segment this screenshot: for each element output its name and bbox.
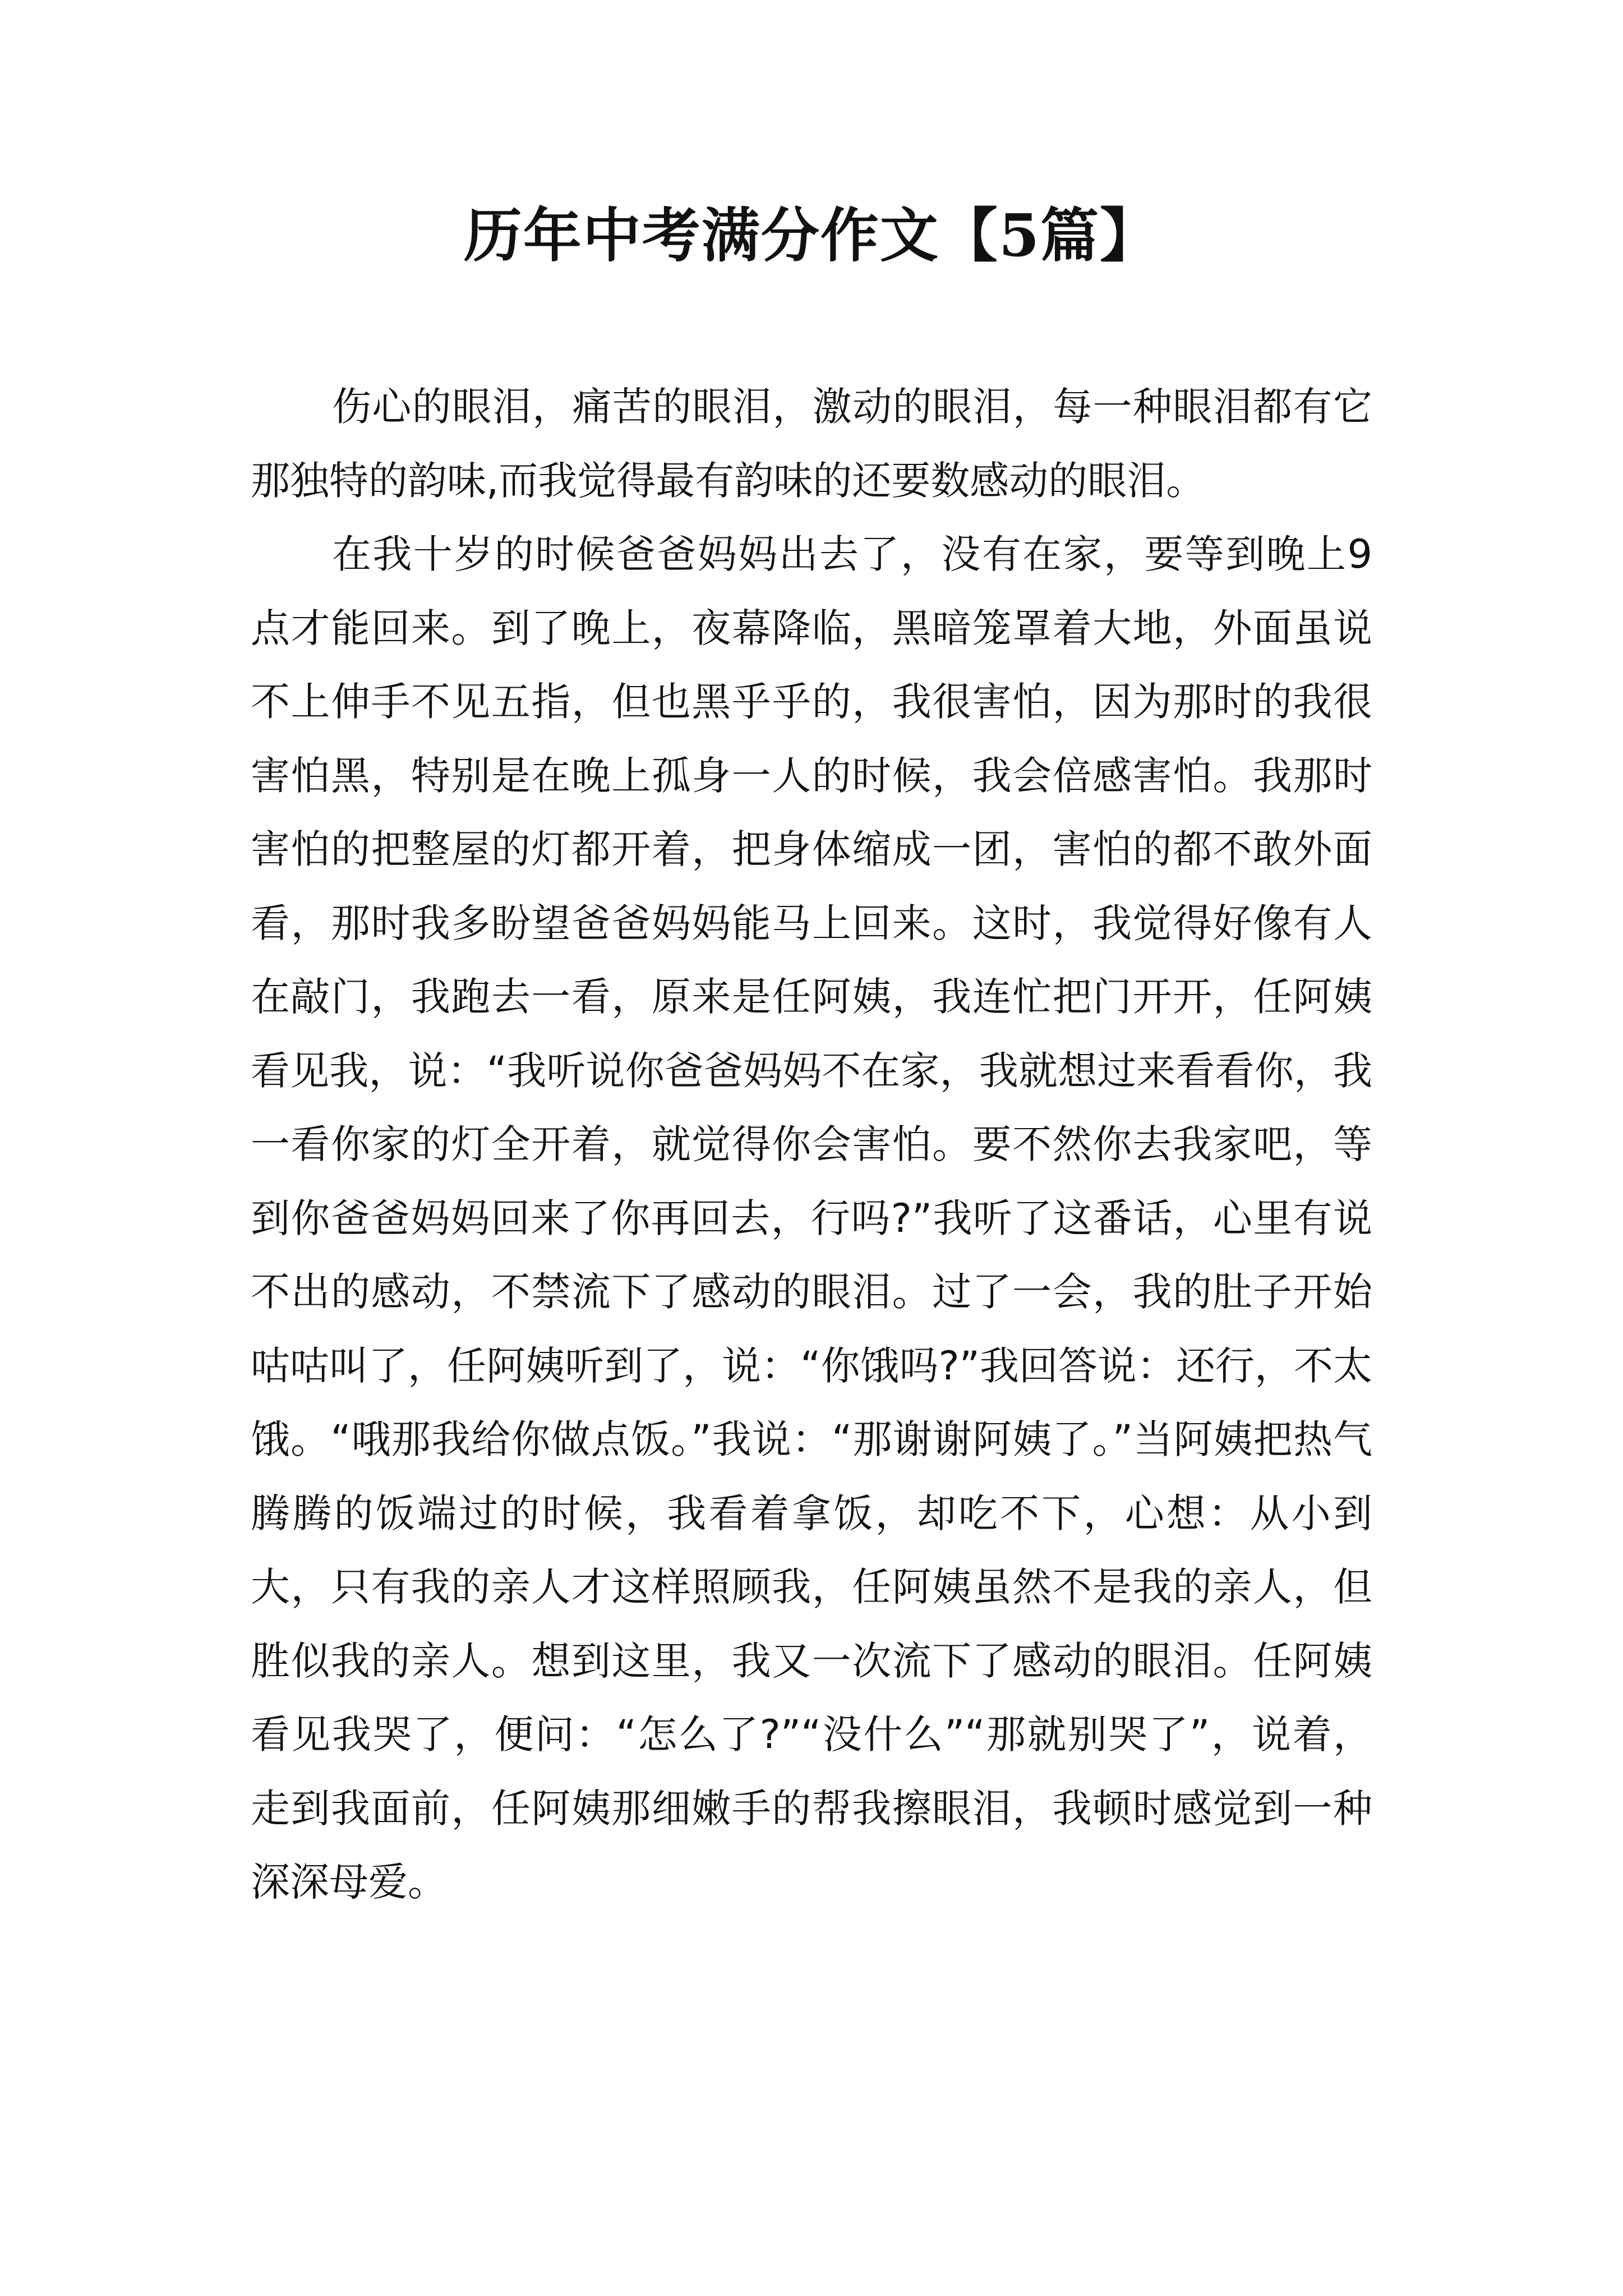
document-title: 历年中考满分作文【5篇】	[463, 201, 1160, 270]
paragraph-1: 伤心的眼泪，痛苦的眼泪，激动的眼泪，每一种眼泪都有它那独特的韵味,而我觉得最有韵味的还要数感动的眼泪。	[251, 384, 1372, 504]
paragraph-2: 在我十岁的时候爸爸妈妈出去了，没有在家，要等到晚上9点才能回来。到了晚上，夜幕降临，黑暗笼罩着大地，外面虽说不上伸手不见五指，但也黑乎乎的，我很害怕，因为那时的我很害怕黑，特别是在晚上孤身一人的时候，我会倍感害怕。我那时害怕的把整屋的灯都开着，把身体缩成一团，害怕的都不敢外面看，那时我多盼望爸爸妈妈能马上回来。这时，我觉得好像有人在敲门，我跑去一看，原来是任阿姨，我连忙把门开开，任阿姨看见我，说：“我听说你爸爸妈妈不在家，我就想过来看看你，我一看你家的灯全开着，就觉得你会害怕。要不然你去我家吧，等到你爸爸妈妈回来了你再回去，行吗?”我听了这番话，心里有说不出的感动，不禁流下了感动的眼泪。过了一会，我的肚子开始咕咕叫了，任阿姨听到了，说：“你饿吗?”我回答说：还行，不太饿。“哦那我给你做点饭。”我说：“那谢谢阿姨了。”当阿姨把热气腾腾的饭端过的时候，我看着拿饭，却吃不下，心想：从小到大，只有我的亲人才这样照顾我，任阿姨虽然不是我的亲人，但胜似我的亲人。想到这里，我又一次流下了感动的眼泪。任阿姨看见我哭了，便问：“怎么了?”“没什么”“那就别哭了”，说着，走到我面前，任阿姨那细嫩手的帮我擦眼泪，我顿时感觉到一种深深母爱。	[251, 531, 1372, 1905]
document-body	[251, 370, 1372, 1920]
